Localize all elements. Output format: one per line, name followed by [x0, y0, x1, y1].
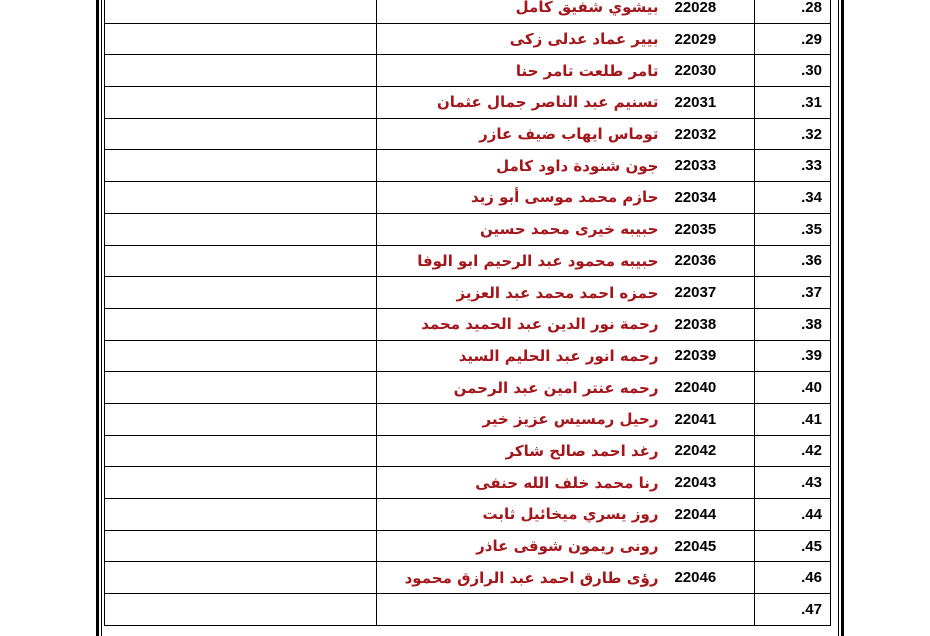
table-row [105, 340, 831, 372]
table-row [105, 435, 831, 467]
student-roster-table [104, 0, 831, 626]
blank-cell [105, 562, 377, 594]
student-code-cell: 22032 [665, 118, 755, 150]
student-code-cell: 22044 [665, 499, 755, 531]
row-number-cell: .45 [755, 530, 831, 562]
student-code-cell [665, 594, 755, 626]
row-number-cell: .33 [755, 150, 831, 182]
student-name-cell: حمزه احمد محمد عبد العزيز [377, 277, 665, 309]
student-name-cell: تسنيم عبد الناصر جمال عثمان [377, 87, 665, 119]
table-row [105, 150, 831, 182]
blank-cell [105, 213, 377, 245]
student-code-cell: 22037 [665, 277, 755, 309]
blank-cell [105, 150, 377, 182]
row-number-cell: .34 [755, 182, 831, 214]
blank-cell [105, 403, 377, 435]
table-row [105, 530, 831, 562]
table-row [105, 499, 831, 531]
row-number-cell: .29 [755, 23, 831, 55]
row-number-cell: .42 [755, 435, 831, 467]
row-number-cell: .32 [755, 118, 831, 150]
row-number-cell: .44 [755, 499, 831, 531]
student-name-cell [377, 594, 665, 626]
student-name-cell: رحيل رمسيس عزيز خير [377, 403, 665, 435]
table-row [105, 308, 831, 340]
student-code-cell: 22029 [665, 23, 755, 55]
table-row [105, 55, 831, 87]
blank-cell [105, 23, 377, 55]
row-number-cell: .40 [755, 372, 831, 404]
student-code-cell: 22045 [665, 530, 755, 562]
student-code-cell: 22038 [665, 308, 755, 340]
student-name-cell: رحمه انور عبد الحليم السيد [377, 340, 665, 372]
table-row [105, 23, 831, 55]
student-code-cell: 22036 [665, 245, 755, 277]
blank-cell [105, 55, 377, 87]
student-code-cell: 22040 [665, 372, 755, 404]
student-name-cell: بيير عماد عدلى زكى [377, 23, 665, 55]
student-code-cell: 22035 [665, 213, 755, 245]
table-row [105, 562, 831, 594]
student-code-cell: 22030 [665, 55, 755, 87]
student-code-cell: 22033 [665, 150, 755, 182]
blank-cell [105, 118, 377, 150]
student-name-cell: رحمة نور الدين عبد الحميد محمد [377, 308, 665, 340]
blank-cell [105, 499, 377, 531]
student-code-cell: 22034 [665, 182, 755, 214]
student-name-cell: حبيبه خيرى محمد حسين [377, 213, 665, 245]
student-code-cell: 22046 [665, 562, 755, 594]
blank-cell [105, 594, 377, 626]
roster-body [105, 0, 831, 625]
blank-cell [105, 435, 377, 467]
table-row [105, 594, 831, 626]
student-name-cell: تامر طلعت تامر حنا [377, 55, 665, 87]
student-name-cell: حازم محمد موسى أبو زيد [377, 182, 665, 214]
blank-cell [105, 182, 377, 214]
blank-cell [105, 277, 377, 309]
blank-cell [105, 467, 377, 499]
student-name-cell: رحمه عنتر امين عبد الرحمن [377, 372, 665, 404]
table-row [105, 403, 831, 435]
row-number-cell: .43 [755, 467, 831, 499]
row-number-cell: .37 [755, 277, 831, 309]
table-row [105, 277, 831, 309]
blank-cell [105, 372, 377, 404]
student-name-cell: رنا محمد خلف الله حنفى [377, 467, 665, 499]
blank-cell [105, 340, 377, 372]
student-code-cell: 22042 [665, 435, 755, 467]
blank-cell [105, 87, 377, 119]
student-name-cell: رغد احمد صالح شاكر [377, 435, 665, 467]
table-row [105, 118, 831, 150]
student-name-cell: بيشوي شفيق كامل [377, 0, 665, 23]
student-name-cell: جون شنودة داود كامل [377, 150, 665, 182]
student-code-cell: 22041 [665, 403, 755, 435]
student-code-cell: 22039 [665, 340, 755, 372]
row-number-cell: .41 [755, 403, 831, 435]
blank-cell [105, 530, 377, 562]
row-number-cell: .36 [755, 245, 831, 277]
blank-cell [105, 308, 377, 340]
blank-cell [105, 245, 377, 277]
student-name-cell: رونى ريمون شوقى عاذر [377, 530, 665, 562]
student-name-cell: حبيبه محمود عبد الرحيم ابو الوفا [377, 245, 665, 277]
table-row [105, 245, 831, 277]
student-code-cell: 22028 [665, 0, 755, 23]
table-row [105, 182, 831, 214]
row-number-cell: .30 [755, 55, 831, 87]
student-name-cell: رؤى طارق احمد عبد الرازق محمود [377, 562, 665, 594]
row-number-cell: .46 [755, 562, 831, 594]
blank-cell [105, 0, 377, 23]
table-row [105, 213, 831, 245]
row-number-cell: .38 [755, 308, 831, 340]
student-name-cell: توماس ايهاب ضيف عازر [377, 118, 665, 150]
table-row [105, 467, 831, 499]
row-number-cell: .35 [755, 213, 831, 245]
row-number-cell: .39 [755, 340, 831, 372]
table-row [105, 372, 831, 404]
student-code-cell: 22031 [665, 87, 755, 119]
student-code-cell: 22043 [665, 467, 755, 499]
table-row [105, 87, 831, 119]
row-number-cell: .28 [755, 0, 831, 23]
table-row [105, 0, 831, 23]
row-number-cell: .47 [755, 594, 831, 626]
row-number-cell: .31 [755, 87, 831, 119]
student-name-cell: روز يسري ميخائيل ثابت [377, 499, 665, 531]
